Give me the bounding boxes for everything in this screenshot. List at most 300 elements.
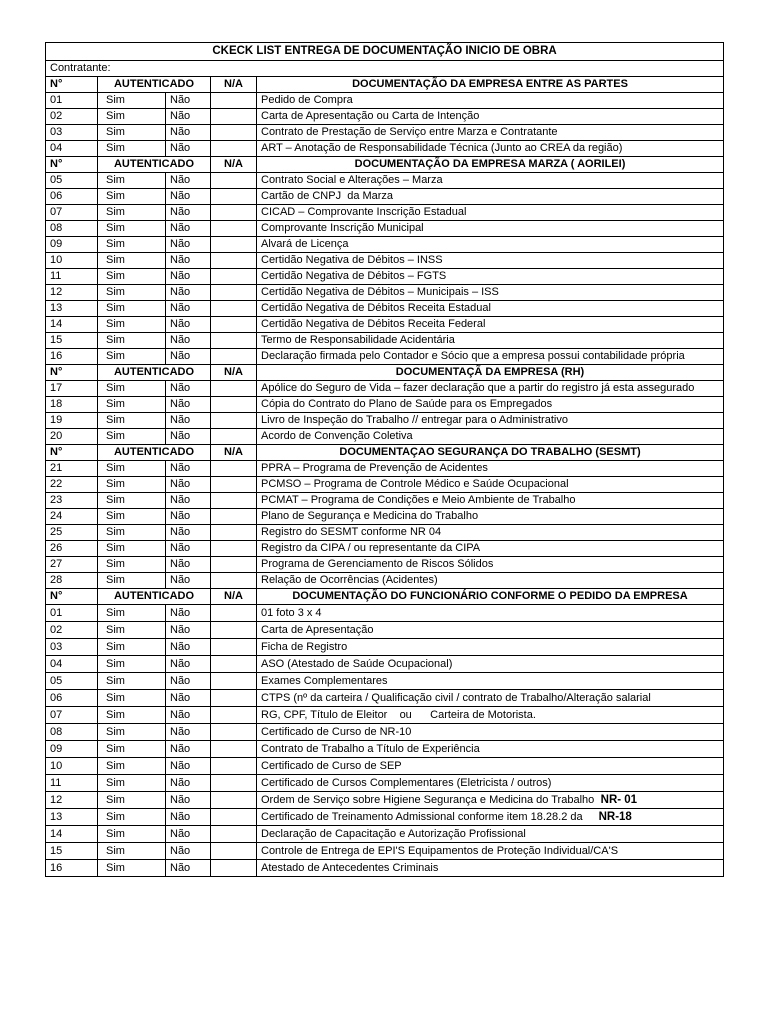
item-number: 16 [46, 860, 98, 877]
nao-option[interactable]: Não [166, 758, 211, 775]
item-description-text: RG, CPF, Título de Eleitor ou Carteira de Motorista. [261, 708, 536, 721]
table-row [46, 109, 724, 125]
na-checkbox-cell[interactable] [211, 381, 257, 397]
na-checkbox-cell[interactable] [211, 493, 257, 509]
sim-option[interactable]: Sim [98, 141, 166, 157]
item-description-text: Atestado de Antecedentes Criminais [261, 861, 439, 874]
sim-option[interactable]: Sim [98, 285, 166, 301]
sim-option[interactable]: Sim [98, 860, 166, 877]
table-row [46, 477, 724, 493]
na-checkbox-cell[interactable] [211, 285, 257, 301]
item-description [257, 173, 724, 189]
item-description [257, 525, 724, 541]
na-checkbox-cell[interactable] [211, 860, 257, 877]
na-checkbox-cell[interactable] [211, 205, 257, 221]
nao-option[interactable]: Não [166, 381, 211, 397]
na-checkbox-cell[interactable] [211, 333, 257, 349]
item-description-text: Cartão de CNPJ da Marza [261, 190, 394, 202]
item-description-text: PCMAT – Programa de Condições e Meio Ambiente de Trabalho [261, 494, 576, 506]
sim-option[interactable]: Sim [98, 93, 166, 109]
sim-option[interactable]: Sim [98, 707, 166, 724]
item-number: 11 [46, 775, 98, 792]
sim-option[interactable]: Sim [98, 205, 166, 221]
item-number: 21 [46, 461, 98, 477]
sim-option[interactable]: Sim [98, 622, 166, 639]
table-row [46, 843, 724, 860]
nao-option[interactable]: Não [166, 413, 211, 429]
na-checkbox-cell[interactable] [211, 809, 257, 826]
sim-option[interactable]: Sim [98, 173, 166, 189]
table-row [46, 205, 724, 221]
item-description-text: Declaração de Capacitação e Autorização Profissional [261, 827, 526, 840]
table-row [46, 758, 724, 775]
na-checkbox-cell[interactable] [211, 141, 257, 157]
item-description [257, 707, 724, 724]
sim-option[interactable]: Sim [98, 349, 166, 365]
section-header-row [46, 445, 724, 461]
sim-option[interactable]: Sim [98, 775, 166, 792]
nao-option[interactable]: Não [166, 205, 211, 221]
item-number: 07 [46, 205, 98, 221]
table-row [46, 349, 724, 365]
nao-option[interactable]: Não [166, 221, 211, 237]
item-description-text: Exames Complementares [261, 674, 388, 687]
item-number: 01 [46, 605, 98, 622]
na-checkbox-cell[interactable] [211, 317, 257, 333]
item-description [257, 461, 724, 477]
item-number: 15 [46, 843, 98, 860]
sim-option[interactable]: Sim [98, 690, 166, 707]
table-row [46, 605, 724, 622]
item-description [257, 493, 724, 509]
item-number: 26 [46, 541, 98, 557]
item-description-text: ART – Anotação de Responsabilidade Técnica (Junto ao CREA da região) [261, 142, 623, 154]
table-row [46, 125, 724, 141]
nao-option[interactable]: Não [166, 301, 211, 317]
na-checkbox-cell[interactable] [211, 525, 257, 541]
contratante-label: Contratante: [46, 61, 724, 77]
na-checkbox-cell[interactable] [211, 189, 257, 205]
sim-option[interactable]: Sim [98, 221, 166, 237]
item-description-text: Certidão Negativa de Débitos – INSS [261, 254, 443, 266]
nao-option[interactable]: Não [166, 605, 211, 622]
na-checkbox-cell[interactable] [211, 93, 257, 109]
autenticado-header: AUTENTICADO [98, 157, 211, 173]
nao-option[interactable]: Não [166, 792, 211, 809]
item-description-text: Certidão Negativa de Débitos Receita Estadual [261, 302, 491, 314]
item-description-text: Certificado de Treinamento Admissional conforme item 18.28.2 da [261, 810, 583, 823]
table-row [46, 173, 724, 189]
item-description-text: Ficha de Registro [261, 640, 348, 653]
table-row [46, 141, 724, 157]
nao-option[interactable]: Não [166, 141, 211, 157]
item-number: 08 [46, 724, 98, 741]
item-number: 07 [46, 707, 98, 724]
item-description [257, 141, 724, 157]
item-number: 02 [46, 622, 98, 639]
na-checkbox-cell[interactable] [211, 622, 257, 639]
nao-option[interactable]: Não [166, 189, 211, 205]
nao-option[interactable]: Não [166, 173, 211, 189]
nao-option[interactable]: Não [166, 707, 211, 724]
section-heading: DOCUMENTAÇÃO DO FUNCIONÁRIO CONFORME O PEDIDO DA EMPRESA [257, 589, 724, 605]
na-header: N/A [211, 589, 257, 605]
item-description [257, 301, 724, 317]
na-checkbox-cell[interactable] [211, 237, 257, 253]
item-description-text: Certidão Negativa de Débitos Receita Federal [261, 318, 486, 330]
sim-option[interactable]: Sim [98, 673, 166, 690]
item-description-text: CTPS (nº da carteira / Qualificação civil / contrato de Trabalho/Alteração salarial [261, 691, 651, 704]
na-checkbox-cell[interactable] [211, 349, 257, 365]
item-number: 22 [46, 477, 98, 493]
nao-option[interactable]: Não [166, 333, 211, 349]
na-checkbox-cell[interactable] [211, 253, 257, 269]
item-description-text: ASO (Atestado de Saúde Ocupacional) [261, 657, 453, 670]
table-row [46, 301, 724, 317]
sim-option[interactable]: Sim [98, 477, 166, 493]
sim-option[interactable]: Sim [98, 333, 166, 349]
na-checkbox-cell[interactable] [211, 477, 257, 493]
na-checkbox-cell[interactable] [211, 690, 257, 707]
item-description [257, 573, 724, 589]
nao-option[interactable]: Não [166, 429, 211, 445]
nao-option[interactable]: Não [166, 125, 211, 141]
item-number: 18 [46, 397, 98, 413]
sim-option[interactable]: Sim [98, 253, 166, 269]
item-number: 06 [46, 189, 98, 205]
nao-option[interactable]: Não [166, 826, 211, 843]
nao-option[interactable]: Não [166, 397, 211, 413]
item-description [257, 557, 724, 573]
item-description-text: Contrato de Prestação de Serviço entre Marza e Contratante [261, 126, 558, 138]
table-row [46, 317, 724, 333]
item-number: 05 [46, 173, 98, 189]
nao-option[interactable]: Não [166, 237, 211, 253]
item-description [257, 93, 724, 109]
item-number: 19 [46, 413, 98, 429]
sim-option[interactable]: Sim [98, 758, 166, 775]
table-row [46, 541, 724, 557]
item-description [257, 639, 724, 656]
section-header-row [46, 589, 724, 605]
autenticado-header: AUTENTICADO [98, 365, 211, 381]
item-description [257, 109, 724, 125]
num-header: N° [46, 445, 98, 461]
table-row [46, 461, 724, 477]
nao-option[interactable]: Não [166, 93, 211, 109]
na-checkbox-cell[interactable] [211, 775, 257, 792]
na-header: N/A [211, 157, 257, 173]
item-description [257, 826, 724, 843]
table-row [46, 741, 724, 758]
table-row [46, 429, 724, 445]
item-number: 12 [46, 792, 98, 809]
item-description-text: Certidão Negativa de Débitos – Municipais – ISS [261, 286, 499, 298]
item-number: 06 [46, 690, 98, 707]
nao-option[interactable]: Não [166, 656, 211, 673]
item-description [257, 673, 724, 690]
sim-option[interactable]: Sim [98, 269, 166, 285]
nao-option[interactable]: Não [166, 724, 211, 741]
num-header: N° [46, 365, 98, 381]
table-row [46, 573, 724, 589]
num-header: N° [46, 589, 98, 605]
item-description [257, 237, 724, 253]
sim-option[interactable]: Sim [98, 429, 166, 445]
item-description [257, 809, 724, 826]
nao-option[interactable]: Não [166, 509, 211, 525]
item-description [257, 541, 724, 557]
item-number: 10 [46, 253, 98, 269]
na-checkbox-cell[interactable] [211, 758, 257, 775]
table-row [46, 860, 724, 877]
sim-option[interactable]: Sim [98, 809, 166, 826]
sim-option[interactable]: Sim [98, 573, 166, 589]
item-description-text: CICAD – Comprovante Inscrição Estadual [261, 206, 467, 218]
item-description-text: Carta de Apresentação ou Carta de Intenção [261, 110, 480, 122]
sim-option[interactable]: Sim [98, 509, 166, 525]
nao-option[interactable]: Não [166, 741, 211, 758]
autenticado-header: AUTENTICADO [98, 589, 211, 605]
item-number: 09 [46, 741, 98, 758]
na-checkbox-cell[interactable] [211, 301, 257, 317]
sim-option[interactable]: Sim [98, 493, 166, 509]
na-checkbox-cell[interactable] [211, 221, 257, 237]
nao-option[interactable]: Não [166, 573, 211, 589]
table-row [46, 189, 724, 205]
item-description [257, 317, 724, 333]
nao-option[interactable]: Não [166, 639, 211, 656]
section-heading: DOCUMENTAÇÃO DA EMPRESA MARZA ( AORILEI) [257, 157, 724, 173]
item-description [257, 221, 724, 237]
nao-option[interactable]: Não [166, 477, 211, 493]
item-number: 27 [46, 557, 98, 573]
item-description [257, 690, 724, 707]
table-row [46, 557, 724, 573]
sim-option[interactable]: Sim [98, 557, 166, 573]
na-checkbox-cell[interactable] [211, 573, 257, 589]
item-description-text: Cópia do Contrato do Plano de Saúde para os Empregados [261, 398, 553, 410]
na-checkbox-cell[interactable] [211, 792, 257, 809]
table-row [46, 707, 724, 724]
item-number: 11 [46, 269, 98, 285]
nao-option[interactable]: Não [166, 317, 211, 333]
item-number: 17 [46, 381, 98, 397]
num-header: N° [46, 77, 98, 93]
sim-option[interactable]: Sim [98, 639, 166, 656]
nao-option[interactable]: Não [166, 673, 211, 690]
nao-option[interactable]: Não [166, 690, 211, 707]
nao-option[interactable]: Não [166, 349, 211, 365]
table-row [46, 775, 724, 792]
nao-option[interactable]: Não [166, 493, 211, 509]
na-checkbox-cell[interactable] [211, 605, 257, 622]
table-row [46, 525, 724, 541]
item-number: 20 [46, 429, 98, 445]
na-checkbox-cell[interactable] [211, 741, 257, 758]
table-row [46, 253, 724, 269]
sim-option[interactable]: Sim [98, 413, 166, 429]
sim-option[interactable]: Sim [98, 656, 166, 673]
item-description [257, 381, 724, 397]
item-number: 15 [46, 333, 98, 349]
autenticado-header: AUTENTICADO [98, 77, 211, 93]
item-number: 14 [46, 826, 98, 843]
nao-option[interactable]: Não [166, 269, 211, 285]
na-checkbox-cell[interactable] [211, 509, 257, 525]
nao-option[interactable]: Não [166, 109, 211, 125]
sim-option[interactable]: Sim [98, 189, 166, 205]
title-row [46, 43, 724, 61]
table-row [46, 493, 724, 509]
item-description-text: Carta de Apresentação [261, 623, 374, 636]
section-heading: DOCUMENTAÇÃO DA EMPRESA ENTRE AS PARTES [257, 77, 724, 93]
item-description-text: Programa de Gerenciamento de Riscos Sólidos [261, 558, 494, 570]
item-description-text: Livro de Inspeção do Trabalho // entregar para o Administrativo [261, 414, 568, 426]
sim-option[interactable]: Sim [98, 109, 166, 125]
item-number: 10 [46, 758, 98, 775]
item-description [257, 509, 724, 525]
item-number: 12 [46, 285, 98, 301]
table-row [46, 690, 724, 707]
na-checkbox-cell[interactable] [211, 826, 257, 843]
item-description [257, 205, 724, 221]
item-number: 13 [46, 301, 98, 317]
table-row [46, 285, 724, 301]
item-number: 16 [46, 349, 98, 365]
item-description [257, 477, 724, 493]
nao-option[interactable]: Não [166, 525, 211, 541]
item-description-text: Registro da CIPA / ou representante da CIPA [261, 542, 481, 554]
na-checkbox-cell[interactable] [211, 429, 257, 445]
na-header: N/A [211, 365, 257, 381]
item-description-text: Pedido de Compra [261, 94, 353, 106]
checklist-body [46, 43, 724, 877]
item-description-text: Termo de Responsabilidade Acidentária [261, 334, 455, 346]
table-row [46, 826, 724, 843]
item-number: 25 [46, 525, 98, 541]
item-number: 28 [46, 573, 98, 589]
table-row [46, 724, 724, 741]
table-row [46, 656, 724, 673]
na-checkbox-cell[interactable] [211, 656, 257, 673]
item-description [257, 656, 724, 673]
sim-option[interactable]: Sim [98, 605, 166, 622]
sim-option[interactable]: Sim [98, 741, 166, 758]
sim-option[interactable]: Sim [98, 843, 166, 860]
nao-option[interactable]: Não [166, 860, 211, 877]
table-row [46, 381, 724, 397]
na-checkbox-cell[interactable] [211, 843, 257, 860]
item-description-text: PPRA – Programa de Prevenção de Acidentes [261, 462, 488, 474]
nao-option[interactable]: Não [166, 843, 211, 860]
nao-option[interactable]: Não [166, 775, 211, 792]
na-checkbox-cell[interactable] [211, 541, 257, 557]
item-number: 05 [46, 673, 98, 690]
nao-option[interactable]: Não [166, 285, 211, 301]
na-checkbox-cell[interactable] [211, 673, 257, 690]
item-description [257, 792, 724, 809]
sim-option[interactable]: Sim [98, 301, 166, 317]
item-number: 04 [46, 141, 98, 157]
item-description-text: 01 foto 3 x 4 [261, 606, 322, 619]
table-row [46, 809, 724, 826]
item-number: 09 [46, 237, 98, 253]
na-checkbox-cell[interactable] [211, 724, 257, 741]
nao-option[interactable]: Não [166, 253, 211, 269]
item-description-text: Certidão Negativa de Débitos – FGTS [261, 270, 447, 282]
nao-option[interactable]: Não [166, 461, 211, 477]
na-checkbox-cell[interactable] [211, 109, 257, 125]
item-description [257, 741, 724, 758]
sim-option[interactable]: Sim [98, 397, 166, 413]
sim-option[interactable]: Sim [98, 724, 166, 741]
item-number: 24 [46, 509, 98, 525]
table-row [46, 333, 724, 349]
nao-option[interactable]: Não [166, 557, 211, 573]
item-description [257, 622, 724, 639]
item-description [257, 758, 724, 775]
nao-option[interactable]: Não [166, 541, 211, 557]
section-header-row [46, 365, 724, 381]
item-description [257, 429, 724, 445]
sim-option[interactable]: Sim [98, 541, 166, 557]
autenticado-header: AUTENTICADO [98, 445, 211, 461]
document-title: CKECK LIST ENTREGA DE DOCUMENTAÇÃO INICIO DE OBRA [46, 43, 724, 61]
section-header-row [46, 157, 724, 173]
nao-option[interactable]: Não [166, 622, 211, 639]
na-checkbox-cell[interactable] [211, 639, 257, 656]
na-checkbox-cell[interactable] [211, 557, 257, 573]
na-checkbox-cell[interactable] [211, 413, 257, 429]
item-description-text: Plano de Segurança e Medicina do Trabalho [261, 510, 479, 522]
item-description-text: Certificado de Curso de NR-10 [261, 725, 412, 738]
section-heading: DOCUMENTAÇÃ DA EMPRESA (RH) [257, 365, 724, 381]
nao-option[interactable]: Não [166, 809, 211, 826]
sim-option[interactable]: Sim [98, 826, 166, 843]
na-header: N/A [211, 77, 257, 93]
sim-option[interactable]: Sim [98, 525, 166, 541]
item-number: 14 [46, 317, 98, 333]
item-number: 13 [46, 809, 98, 826]
table-row [46, 413, 724, 429]
item-description-text: Ordem de Serviço sobre Higiene Segurança e Medicina do Trabalho [261, 793, 595, 806]
contratante-row [46, 61, 724, 77]
na-checkbox-cell[interactable] [211, 397, 257, 413]
item-number: 04 [46, 656, 98, 673]
sim-option[interactable]: Sim [98, 317, 166, 333]
na-checkbox-cell[interactable] [211, 707, 257, 724]
sim-option[interactable]: Sim [98, 792, 166, 809]
na-checkbox-cell[interactable] [211, 269, 257, 285]
item-description [257, 413, 724, 429]
item-description [257, 349, 724, 365]
sim-option[interactable]: Sim [98, 237, 166, 253]
sim-option[interactable]: Sim [98, 381, 166, 397]
item-number: 23 [46, 493, 98, 509]
na-checkbox-cell[interactable] [211, 461, 257, 477]
item-description-text: Controle de Entrega de EPI'S Equipamentos de Proteção Individual/CA'S [261, 844, 619, 857]
item-description-text: Registro do SESMT conforme NR 04 [261, 526, 442, 538]
item-description-text: Contrato Social e Alterações – Marza [261, 174, 443, 186]
sim-option[interactable]: Sim [98, 125, 166, 141]
item-description-text: Acordo de Convenção Coletiva [261, 430, 413, 442]
sim-option[interactable]: Sim [98, 461, 166, 477]
na-checkbox-cell[interactable] [211, 173, 257, 189]
item-number: 08 [46, 221, 98, 237]
na-checkbox-cell[interactable] [211, 125, 257, 141]
item-description [257, 253, 724, 269]
